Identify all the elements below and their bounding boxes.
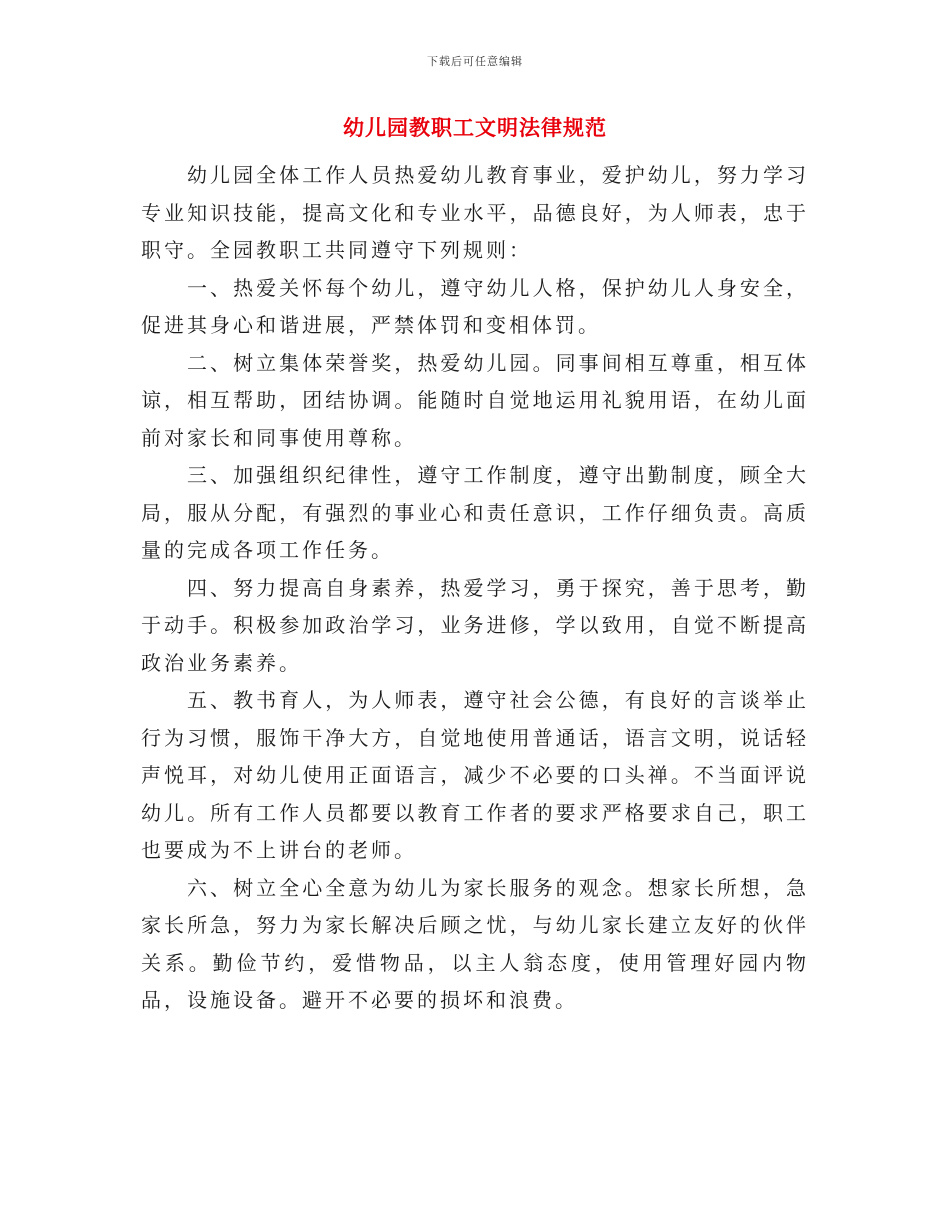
header-note: 下载后可任意编辑 (427, 55, 523, 68)
document-title: 幼儿园教职工文明法律规范 (343, 115, 607, 140)
rule-paragraph-6: 六、树立全心全意为幼儿为家长服务的观念。想家长所想，急家长所急，努力为家长解决后顾之忧，与幼儿家长建立友好的伙伴关系。勤俭节约，爱惜物品，以主人翁态度，使用管理好园内物品，设施设备。避开不必要的损坏和浪费。 (141, 875, 809, 1012)
rule-paragraph-1: 一、热爱关怀每个幼儿，遵守幼儿人格，保护幼儿人身安全，促进其身心和谐进展，严禁体罚和变相体罚。 (141, 275, 809, 337)
rule-paragraph-2: 二、树立集体荣誉奖，热爱幼儿园。同事间相互尊重，相互体谅，相互帮助，团结协调。能随时自觉地运用礼貌用语，在幼儿面前对家长和同事使用尊称。 (141, 350, 809, 450)
rule-paragraph-5: 五、教书育人，为人师表，遵守社会公德，有良好的言谈举止行为习惯，服饰干净大方，自觉地使用普通话，语言文明，说话轻声悦耳，对幼儿使用正面语言，减少不必要的口头禅。不当面评说幼儿。所有工作人员都要以教育工作者的要求严格要求自己，职工也要成为不上讲台的老师。 (141, 688, 809, 862)
document-body (141, 157, 809, 1020)
intro-paragraph: 幼儿园全体工作人员热爱幼儿教育事业，爱护幼儿，努力学习专业知识技能，提高文化和专业水平，品德良好，为人师表，忠于职守。全园教职工共同遵守下列规则： (141, 163, 809, 262)
rule-paragraph-4: 四、努力提高自身素养，热爱学习，勇于探究，善于思考，勤于动手。积极参加政治学习，业务进修，学以致用，自觉不断提高政治业务素养。 (141, 575, 809, 675)
rule-paragraph-3: 三、加强组织纪律性，遵守工作制度，遵守出勤制度，顾全大局，服从分配，有强烈的事业心和责任意识，工作仔细负责。高质量的完成各项工作任务。 (141, 463, 809, 562)
